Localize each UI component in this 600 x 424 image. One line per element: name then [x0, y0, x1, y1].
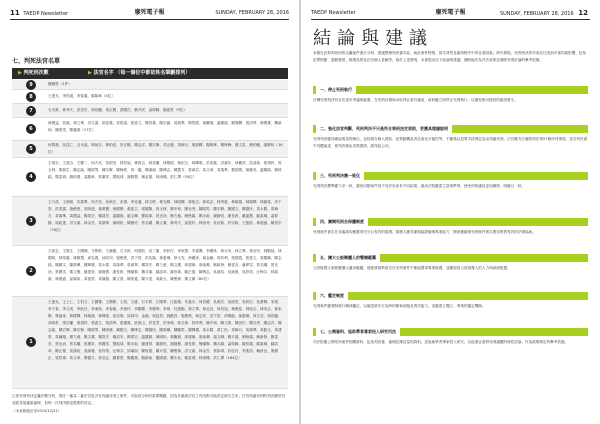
judges-table	[12, 80, 288, 388]
count-badge: 4	[26, 172, 36, 182]
judge-names: 王惠光、李伯道、李春蓮、蘇隆章（4位）	[48, 94, 115, 98]
judge-names: 王明宏、王進吉、王慶二、何方亮、吳昭瑩、林信旭、林恆吉、林英傑、林敬展、林紀文、林輝明、洪兆隆、洪嘉年、徐麗萍、范清銘、張祺祥、郭玉林、康瑞生、陳志銘、陳昭男、陳宗賢、陳梅欽、黃一鑫、陳淑淑、陳博志、陳慧芬、曾淑芬、黃文章、黃瑞華、楊智勝、葉麗美、溫耀源、劉秋絹、鄭富城、蘇恒義、蕭錦章、蔡廣昇、鄧振球、謝靜慧、嚴孟德、林庚棟、洪仁澤（55位）	[48, 161, 282, 179]
count-badge: 9	[26, 80, 36, 90]
col-death-sentence-count: ▶ 判死刑次數	[18, 70, 49, 76]
table-row	[12, 141, 288, 158]
count-badge: 6	[26, 124, 36, 134]
section-heading-band	[313, 254, 588, 262]
arrow-icon: ▶	[88, 70, 92, 76]
section-body: 死刑判決應詳細說明量刑理由，包括被告個人情狀、犯罪動機及再社會化可能性等，不應僅以犯罪手段殘忍為由判處死刑。法官應充分審酌刑法第57條所列事項，並於判決書中具體論述，使判決理由清楚透明，經得起公評。	[313, 137, 588, 148]
section-body: 死刑案件應強制進行精神鑑定，以確認被告行為時的精神狀態及責任能力，並應建立獨立、專業的鑑定機制。	[313, 304, 486, 308]
count-badge: 2	[26, 266, 36, 276]
left-page-header	[10, 7, 289, 20]
count-badge: 5	[26, 144, 36, 154]
newsletter-name: TAEDP Newsletter	[23, 11, 69, 17]
judge-names: 陳貽男（1件）	[48, 82, 72, 86]
judge-names: 王如玄、王復生、王國棟、方彬彬、王鐘湄、石木欽、何燕鈞、吳三龍、李釱任、李家慧、李嘉興、李麗珠、林永茂、林立華、林宜民、林勤純、林國明、林榮龍、林賢慧、邱忠義、邱同印、施俊堯、洪于智、洪兆隆、孫惠琳、徐文亮、徐麗萍、翁金緞、郭玫利、張德寬、張惠立、梁耀鑌、陳志銘、陳國文、陳筱珮、陳輝禮、黃永勝、黃瑞華、曾淑華、楊智守、楊力進、楊文廣、廖建瑜、廖純卿、劉新發、劉雯音、潘翠雪、蔡名曜、蔡光治、蔡麗雪、鄭文肇、錢建榮、謝靜慧、謝長欽、簡燦賢、魏式瑜、蘇清恭、蘇恒義、顧正德、陳博志、吳謀焰、吳維雅、吳梓榮、汪梅芬、林瑞斌、林德盛、邱璿如、黃建榮、黃鐘湄、陳文貴、陳恆寬、陳月雯、黃齡玉、陳俊偉、楊文廣（80位）	[48, 249, 282, 281]
count-badge: 7	[26, 106, 36, 116]
source-note: （本表格統計至2015/12/21）	[12, 409, 62, 413]
count-badge: 8	[26, 92, 36, 102]
footnote-text: 已依死刑判決定讞次數分析，現任一審及二審法官是否有判處死刑之案件，可說是分析的重要關鍵，因為各審級法官之判決都可能決定被告生死；法官判處死刑的判決雖然仍須經其他審級審理，但每一次判決都是重要的決定。	[12, 394, 286, 405]
section-heading-band	[313, 328, 588, 336]
section-heading: 一、停止死刑執行	[316, 86, 356, 94]
table-row	[12, 90, 288, 104]
section-heading-band	[313, 218, 588, 226]
table-row	[12, 246, 288, 297]
section-body: 台灣死刑判決仍存在諸多爭議與疑慮，在死刑存廢尚未取得社會共識前，政府應立即停止死刑執行，以避免無可挽回的錯誤發生。	[313, 98, 518, 102]
section-heading-band	[313, 292, 588, 300]
section-body: 死刑判決標準應力求一致，避免同類案件因不同法官而有不同結果。最高法院應建立量刑準則，使死刑的適用更加嚴格、明確且一致。	[313, 184, 526, 188]
col-judge-names: ▶ 法官名字 （每一個位中都依姓名筆劃排列）	[88, 70, 191, 76]
newsletter-title: 廢死電子報	[435, 9, 466, 16]
newsletter-name: TAEDP Newsletter	[311, 10, 356, 16]
section-heading-band	[313, 86, 588, 94]
section-heading: 三、死刑判決應一致化	[316, 172, 364, 180]
section-heading: 七、公開資料、協助學者專家投入研究司法	[316, 328, 400, 336]
table-row	[12, 104, 288, 118]
section-body: 死刑案件被告在各審級均應獲得充分且有效的辯護，辯護人應具備相當經驗與專業能力，國家應確保死刑案件被告獲得實質有效的法律協助。	[313, 230, 536, 234]
right-page-number: 12	[578, 9, 588, 17]
table-row	[12, 80, 288, 90]
left-page-number: 11	[10, 9, 20, 17]
newsletter-title: 廢死電子報	[134, 9, 165, 16]
table-row	[12, 297, 288, 389]
table-row	[12, 158, 288, 197]
section-heading-band	[313, 172, 588, 180]
judge-names: 何菁莪、吳昆仁、呂永福、林恆吉、林柏泓、許正順、陳志洋、陳宏卿、黃正龍、黃梅月、葉晨暉、楊明章、楊時鋒、謝文星、劉柏駿、謝靜恒（16位）	[48, 143, 283, 154]
table-header	[12, 68, 288, 79]
count-badge: 3	[26, 216, 36, 226]
section-heading: 五、擴大公設辯護人的聲請範圍	[316, 254, 380, 262]
table-row	[12, 118, 288, 141]
issue-date: SUNDAY, FEBRUARY 28, 2016	[499, 11, 574, 17]
left-page	[0, 0, 299, 424]
section-body: 公設辯護人制度應擴大適用範圍，使經濟弱勢被告在死刑案件中都能獲得專業辯護，並應提高公設辯護人的人力與資源配置。	[313, 266, 511, 270]
section-heading: 二、強化法官判斷，死刑判決不只是符合罪刑法定原則，更應具理據說明	[316, 125, 452, 133]
judge-names: 林俊益、吳燦、林立華、洪文嘉、胡忠義、袁從禎、張恵立、陳世雄、陳宗鎮、黃瑞華、楊智勝、葉騰瑞、溫耀源、劉靜嫻、張清埤、謝俊雄、魏新和、鍾貴堂、鄭麗燕（17位）	[48, 121, 282, 132]
judge-names: 王乃彥、王炳梁、朱燕華、何方亮、吳秋宏、宋祺、李宜蓮、林文彬、林光輝、林明輝、林恆吉、林英志、林秀惠、林敏雄、林德輝、林鎮晃、洪于智、洪雲露、施俊堯、范明達、孫萬寶、徐國賢、張恵立、梁耀鑌、郭玉林、陳中和、陳光秀、陳昭男、陳宗賢、陳國文、陳德民、黃永勝、黃梅月、黃瑞華、黃國益、楊榮宗、楊清安、溫耀源、趙文卿、鄧振球、蔡光治、劉方慈、劉秋絹、鄭水銓、謝靜恒、謝長欽、戴嘉慧、蘇素娥、蕭仰歸、周政達、洪文嘉、林金吾、黃瑞華、葉明松、陳雅玲、蔡名曜、楊文廣、林秀夫、邱滋杉、林怡秀、吳信銘、許宗和、王振佑、林德盛、陳世宗（74位）	[48, 200, 282, 232]
judge-names: 王惠光、王上仁、王伯文、王國棟、王國偉、王筑、王維、石木欽、江國華、江振義、朱嘉川、何信慶、吳明宏、吳昭瑩、吳秋宏、吳勇輝、宋祺、李子春、李文成、李釱任、李東柏、李春地、李惠玲、李錦樑、李麗珠、李琪、杜惠錦、林立華、林孟宜、林信旭、林俊廷、林恆吉、林英志、林家賢、林福來、林德輝、林瑞斌、林輝煌、邱忠義、邱同印、金融、侯廷昌、姚勳昌、施俊堯、柯志民、洪于智、洪曉能、孫惠琳、徐文亮、徐昌錦、高明哲、張宗權、張祺祥、張惠立、張清埤、張德寬、莊崑山、許宜君、許家偉、郭玉林、郭玫利、陳中和、陳文貴、陳世宗、陳光秀、陳志洋、陳志銘、陳宏卿、陳宗賢、陳昭男、陳洛薇、陳國文、陳博志、陳德民、陳筱珮、陳顯榮、陳輝禮、黃永勝、黃仁松、黃梅月、黃瑞華、黃齡玉、黃建榮、黃鐘湄、楊力進、楊文廣、楊智守、楊清安、楊榮宗、溫耀源、葉明松、葉騰瑞、廖建瑜、廖純卿、趙文卿、劉方慈、劉秋絹、劉新發、劉雯音、蔡光治、蔡名曜、蔡廣昇、蔡麗雪、鄧振球、鄭水銓、錢建榮、謝靜恒、謝靜慧、謝長欽、簡燦賢、魏式瑜、蕭仰歸、蘇恒義、蘇素娥、蘇清恭、顧正德、吳謀焰、吳維雅、吳梓榮、汪梅芬、邱璿如、陳恆寬、陳月雯、陳俊偉、洪文嘉、林金吾、蔡如琪、許辰舟、李進清、賴淳良、康樹正、梁哲瑋、黃文章、曹馨方、蔡羽玄、鍾貴堂、鄭麗燕、顏維助、羅國鴻、龔永伙、鄭富城、林庚棟、洪仁澤（164位）	[48, 300, 282, 360]
right-page	[301, 0, 600, 424]
lead-paragraph: 本報告針對判死刑的定讞案件進行分析，透過整理判決書內容，統計案件特徵、被告背景及審判程序中的各項因素。研究發現，死刑判決的作成往往受到多重因素影響，包括犯罪情節、證據強度、辯護品質及法官個人見解等。基於上述發現，本會提出以下結論與建議，期盼能作為司法改革及廢除死刑討論的參考依據。	[313, 51, 587, 62]
issue-date: SUNDAY, FEBRUARY 28, 2016	[215, 10, 289, 16]
section-heading: 六、鑑定制度	[316, 292, 348, 300]
count-badge: 1	[26, 337, 36, 347]
article-title: 結論與建議	[313, 28, 433, 49]
section-body: 司法院應公開死刑案件相關資料，包括判決書、審理紀錄及量刑資料，並協助學者專家投入研究，以促進社會對死刑議題的理性討論，作為政策制定的參考依據。	[313, 340, 569, 344]
section-heading-band	[313, 125, 588, 133]
section-heading: 四、廣開死刑自保護制度	[316, 218, 368, 226]
table-row	[12, 197, 288, 246]
judge-names: 石木欽、林秀夫、洪昌宏、徐昌錦、黃正興、蔡國在、劉介民、蕭仰歸、蘇振堂（9位）	[48, 108, 187, 112]
arrow-icon: ▶	[18, 70, 22, 76]
right-page-header	[311, 7, 590, 20]
section-title: 七、判死法官名單	[12, 58, 61, 65]
